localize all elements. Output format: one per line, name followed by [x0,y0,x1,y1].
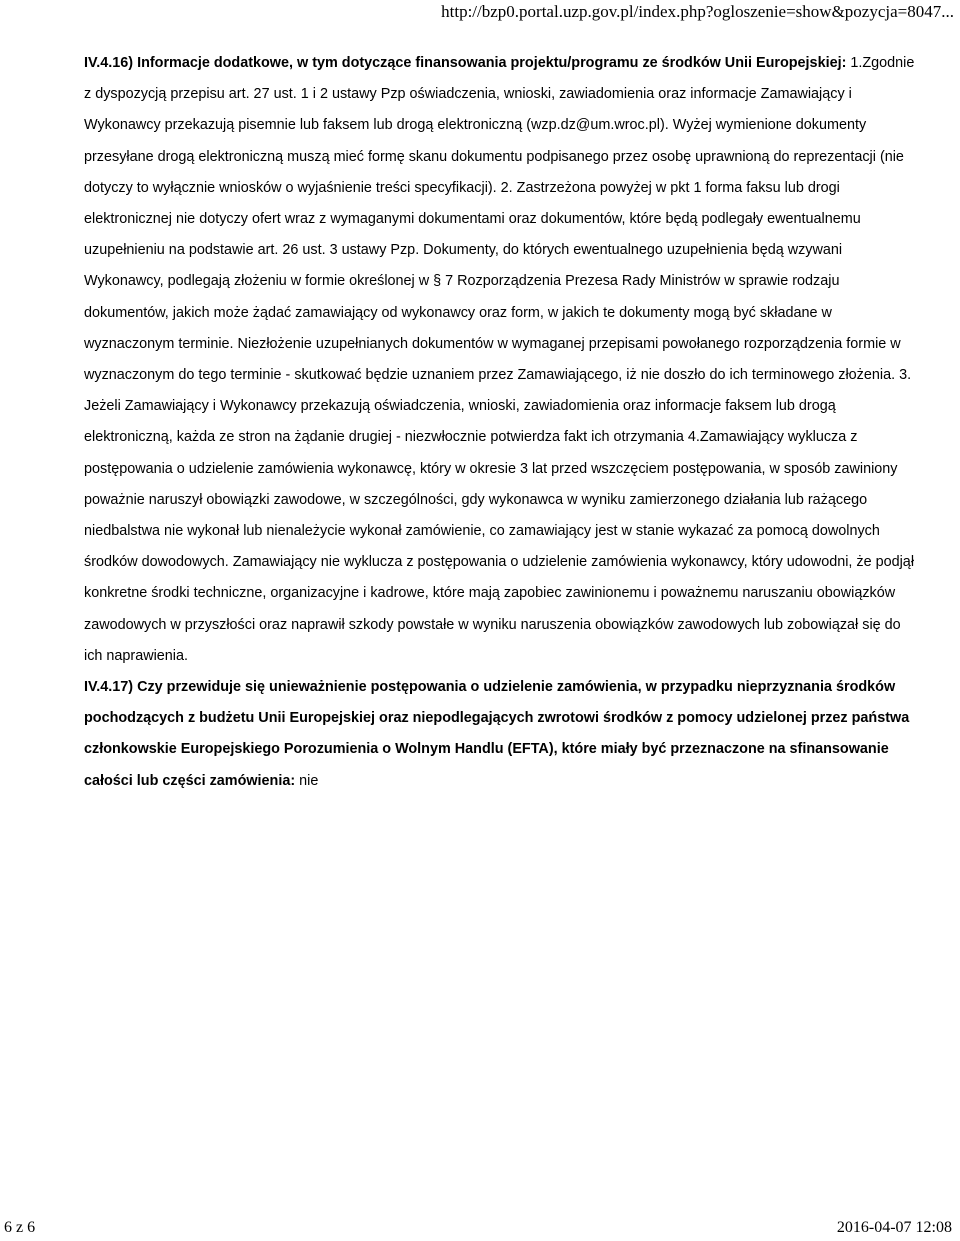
print-timestamp: 2016-04-07 12:08 [836,1219,952,1236]
print-header-url: http://bzp0.portal.uzp.gov.pl/index.php?ogloszenie=show&pozycja=8047... [441,2,954,21]
section-iv-4-16 [84,48,919,672]
page-number: 6 z 6 [4,1219,36,1236]
section-iv-4-17 [84,672,919,797]
section-answer: nie [295,772,319,789]
section-answer: 1.Zgodnie z dyspozycją przepisu art. 27 ust. 1 i 2 ustawy Pzp oświadczenia, wnioski, zawiadomienia oraz informacje Zamawiający i Wykonawcy przekazują pisemnie lub faksem lub drogą elektroniczną (wzp.dz@um.wroc.pl). Wyżej wymienione dokumenty przesyłane drogą elektroniczną muszą mieć formę skanu dokumentu podpisanego przez osobę uprawnioną do reprezentacji (nie dotyczy to wyłącznie wniosków o wyjaśnienie treści specyfikacji). 2. Zastrzeżona powyżej w pkt 1 forma faksu lub drogi elektronicznej nie dotyczy ofert wraz z wymaganymi dokumentami oraz dokumentów, które będą podlegały ewentualnemu uzupełnieniu na podstawie art. 26 ust. 3 ustawy Pzp. Dokumenty, do których ewentualnego uzupełnienia będą wzywani Wykonawcy, podlegają złożeniu w formie określonej w § 7 Rozporządzenia Prezesa Rady Ministrów w sprawie rodzaju dokumentów, jakich może żądać zamawiający od wykonawcy oraz form, w jakich te dokumenty mogą być składane w wyznaczonym terminie. Niezłożenie uzupełnianych dokumentów w wymaganej przepisami powołanego rozporządzenia formie w wyznaczonym do tego terminie - skutkować będzie uznaniem przez Zamawiającego, iż nie doszło do ich terminowego złożenia. 3. Jeżeli Zamawiający i Wykonawcy przekazują oświadczenia, wnioski, zawiadomienia oraz informacje faksem lub drogą elektroniczną, każda ze stron na żądanie drugiej - niezwłocznie potwierdza fakt ich otrzymania 4.Zamawiający wyklucza z postępowania o udzielenie zamówienia wykonawcę, który w okresie 3 lat przed wszczęciem postępowania, w sposób zawiniony poważnie naruszył obowiązki zawodowe, w szczególności, gdy wykonawca w wyniku zamierzonego działania lub rażącego niedbalstwa nie wykonał lub nienależycie wykonał zamówienie, co zamawiający jest w stanie wykazać za pomocą dowolnych środków dowodowych. Zamawiający nie wyklucza z postępowania o udzielenie zamówienia wykonawcy, który udowodni, że podjął konkretne środki techniczne, organizacyjne i kadrowe, które mają zapobiec zawinionemu i poważnemu naruszaniu obowiązków zawodowych w przyszłości oraz naprawił szkody powstałe w wyniku naruszenia obowiązków zawodowych lub zobowiązał się do ich naprawienia. [84,55,915,664]
section-heading: IV.4.17) Czy przewiduje się unieważnienie postępowania o udzielenie zamówienia, w przypadku nieprzyznania środków pochodzących z budżetu Unii Europejskiej oraz niepodlegających zwrotowi środków z pomocy udzielonej przez państwa członkowskie Europejskiego Porozumienia o Wolnym Handlu (EFTA), które miały być przeznaczone na sfinansowanie całości lub części zamówienia: [84,679,910,789]
document-body [84,48,919,797]
section-heading: IV.4.16) Informacje dodatkowe, w tym dotyczące finansowania projektu/programu ze środków Unii Europejskiej: [84,55,847,71]
